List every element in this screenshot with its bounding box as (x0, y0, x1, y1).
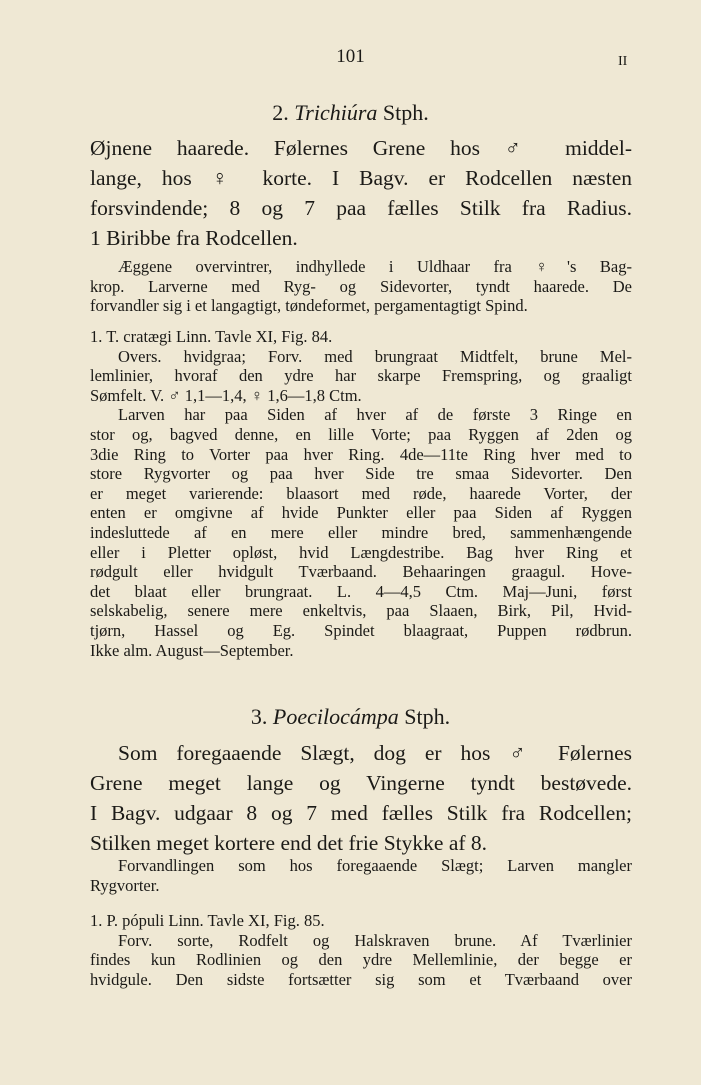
text-line: Som foregaaende Slægt, dog er hos ♂ Følernes (118, 741, 632, 765)
section-2-heading (0, 100, 701, 126)
section-number: 3. (250, 704, 268, 729)
text-line: Sømfelt. V. ♂ 1,1—1,4, ♀ 1,6—1,8 Ctm. (90, 385, 362, 405)
text-line: Overs. hvidgraa; Forv. med brungraat Midtfelt, brune Mel- (118, 346, 632, 366)
text-line: rødgult eller hvidgult Tværbaand. Behaaringen graagul. Hove- (90, 562, 632, 582)
text-line: Æggene overvintrer, indhyllede i Uldhaar fra ♀'s Bag- (118, 257, 632, 276)
section-2-diagnosis (90, 133, 632, 253)
text-line: forvandler sig i et langagtigt, tøndeformet, pergamentagtigt Spind. (90, 296, 528, 316)
text-line: det blaat eller brungraat. L. 4—4,5 Ctm. Maj—Juni, først (90, 581, 632, 601)
section-3-notes (90, 856, 632, 895)
text-line: tjørn, Hassel og Eg. Spindet blaagraat, Puppen rødbrun. (90, 620, 632, 640)
text-line: store Rygvorter og paa hver Side tre smaa Sidevorter. Den (90, 464, 632, 484)
species-2-entry (90, 911, 632, 989)
text-line: indesluttede af en mere eller mindre bred, sammenhængende (90, 522, 632, 542)
text-line: Stilken meget kortere end det frie Stykke af 8. (90, 831, 488, 855)
text-line: Larven har paa Siden af hver af de første 3 Ringe en (118, 405, 632, 425)
section-3-diagnosis (90, 738, 632, 858)
text-line: Forvandlingen som hos foregaaende Slægt; Larven mangler (118, 856, 632, 875)
text-line: findes kun Rodlinien og den ydre Mellemlinie, der begge er (90, 950, 632, 970)
author: Stph. (404, 704, 451, 729)
text-line: stor og, bagved denne, en lille Vorte; paa Ryggen af 2den og (90, 424, 632, 444)
species-1-entry (90, 327, 632, 660)
text-line: enten er omgivne af hvide Punkter eller paa Siden af Ryggen (90, 503, 632, 523)
species-heading: 1. T. cratægi Linn. Tavle XI, Fig. 84. (90, 327, 333, 346)
text-line: Rygvorter. (90, 875, 160, 895)
text-line: krop. Larverne med Ryg- og Sidevorter, tyndt haarede. De (90, 276, 632, 296)
section-3-heading (0, 704, 701, 730)
page-number: 101 (336, 46, 365, 67)
species-heading: 1. P. pópuli Linn. Tavle XI, Fig. 85. (90, 911, 325, 930)
text-line: 3die Ring to Vorter paa hver Ring. 4de—11te Ring hver med to (90, 444, 632, 464)
section-2-notes (90, 257, 632, 316)
text-line: eller i Pletter opløst, hvid Længdestribe. Bag hver Ring et (90, 542, 632, 562)
text-line: lange, hos ♀ korte. I Bagv. er Rodcellen næsten (90, 166, 632, 190)
signature-mark: II (618, 54, 628, 69)
text-line: Øjnene haarede. Følernes Grene hos ♂ middel- (90, 136, 632, 160)
text-line: hvidgule. Den sidste fortsætter sig som et Tværbaand over (90, 969, 632, 989)
text-line: er meget varierende: blaasort med røde, haarede Vorter, der (90, 483, 632, 503)
genus-name: Poecilocámpa (272, 704, 399, 729)
author: Stph. (382, 100, 429, 125)
text-line: Ikke alm. August—September. (90, 640, 294, 660)
text-line: Forv. sorte, Rodfelt og Halskraven brune. Af Tværlinier (118, 930, 632, 950)
text-line: lemlinier, hvoraf den ydre har skarpe Fremspring, og graaligt (90, 366, 632, 386)
text-line: Grene meget lange og Vingerne tyndt bestøvede. (90, 771, 632, 795)
text-line: forsvindende; 8 og 7 paa fælles Stilk fra Radius. (90, 196, 632, 220)
text-line: selskabelig, senere mere enkeltvis, paa Slaaen, Birk, Pil, Hvid- (90, 601, 632, 621)
text-line: 1 Biribbe fra Rodcellen. (90, 226, 298, 250)
section-number: 2. (272, 100, 289, 125)
genus-name: Trichiúra (294, 100, 378, 125)
text-line: I Bagv. udgaar 8 og 7 med fælles Stilk fra Rodcellen; (90, 801, 632, 825)
